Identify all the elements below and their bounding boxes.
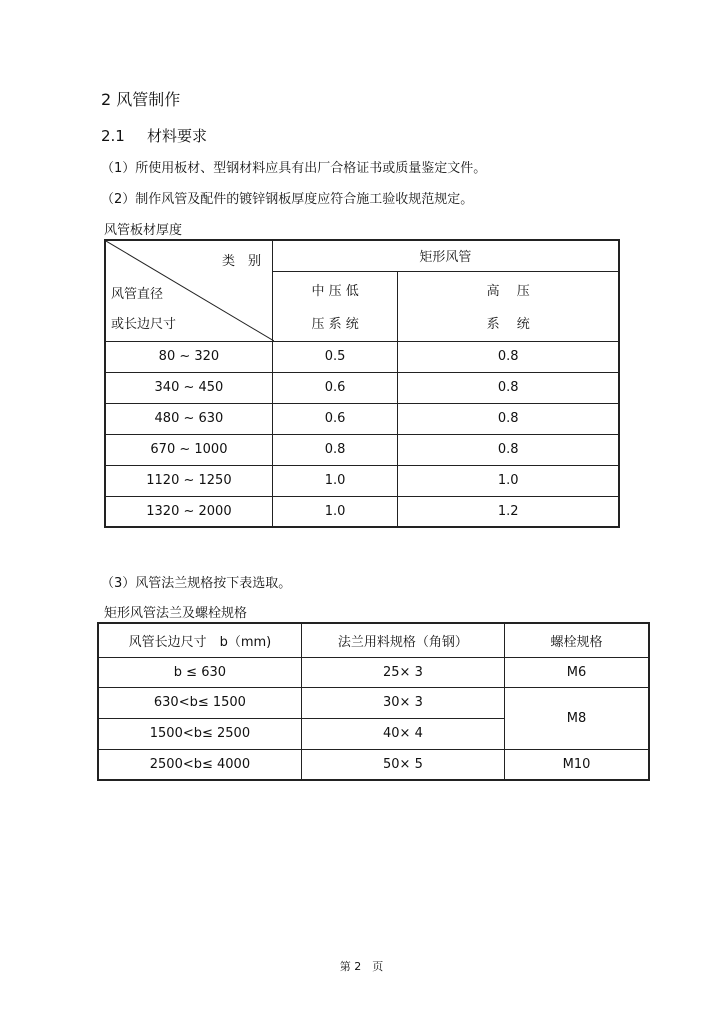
table1-caption: 风管板材厚度 <box>104 223 183 238</box>
subsection-title: 材料要求 <box>147 127 208 145</box>
table-row: 1320 ~ 2000 1.0 1.2 <box>105 496 619 527</box>
medium-low-pressure-header: 中 压 低 压 系 统 <box>272 271 398 341</box>
table-row: 480 ~ 630 0.6 0.8 <box>105 403 619 434</box>
flange-table <box>97 622 650 781</box>
bolt-m8-cell: M8 <box>505 687 649 749</box>
table-row: 2500<b≤ 4000 50× 5 M10 <box>98 749 649 780</box>
size-label-line2: 或长边尺寸 <box>111 317 177 332</box>
subsection-number: 2.1 <box>101 127 125 145</box>
table-row: 80 ~ 320 0.5 0.8 <box>105 341 619 372</box>
paragraph-3: （3）风管法兰规格按下表选取。 <box>101 576 292 591</box>
diagonal-header-cell <box>105 240 272 341</box>
table2-caption: 矩形风管法兰及螺栓规格 <box>104 606 248 621</box>
page-footer: 第 2 页 <box>339 960 384 973</box>
table-row: 1120 ~ 1250 1.0 1.0 <box>105 465 619 496</box>
paragraph-2: （2）制作风管及配件的镀锌钢板厚度应符合施工验收规范规定。 <box>101 192 474 207</box>
table-row: 1500<b≤ 2500 40× 4 <box>98 718 649 749</box>
table-row: 340 ~ 450 0.6 0.8 <box>105 372 619 403</box>
table-row: 670 ~ 1000 0.8 0.8 <box>105 434 619 465</box>
thickness-table <box>104 239 620 528</box>
header-flange: 法兰用料规格（角钢） <box>301 623 504 657</box>
high-pressure-header: 高 压 系 统 <box>398 271 619 341</box>
table-row: 630<b≤ 1500 30× 3 M8 <box>98 687 649 718</box>
header-size: 风管长边尺寸 b（mm) <box>98 623 301 657</box>
paragraph-1: （1）所使用板材、型钢材料应具有出厂合格证书或质量鉴定文件。 <box>101 161 487 176</box>
table-row: b ≤ 630 25× 3 M6 <box>98 657 649 687</box>
subsection-heading <box>101 125 207 146</box>
section-heading: 2 风管制作 <box>101 90 181 109</box>
category-label: 类 别 <box>222 254 262 269</box>
rect-duct-header: 矩形风管 <box>272 240 619 271</box>
header-bolt: 螺栓规格 <box>505 623 649 657</box>
size-label-line1: 风管直径 <box>111 287 164 302</box>
